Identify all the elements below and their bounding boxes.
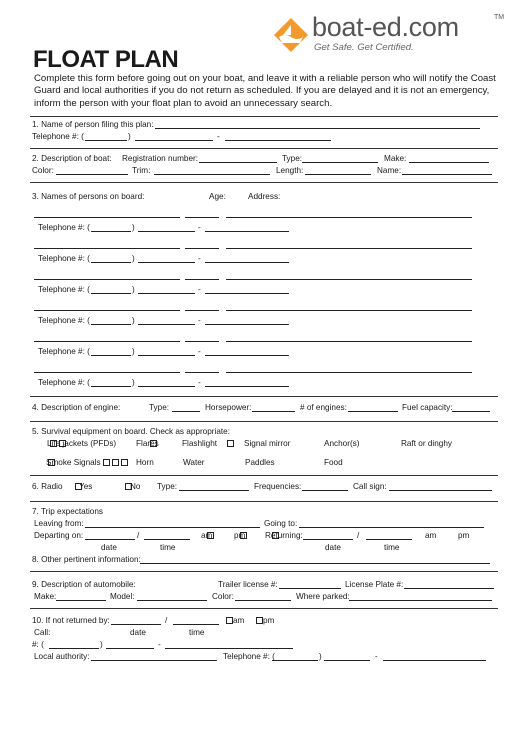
going-field[interactable] <box>299 527 484 528</box>
trip-heading: 7. Trip expectations <box>32 507 103 516</box>
food-label: Food <box>324 458 343 467</box>
paren: ) <box>100 640 103 649</box>
filer-area-code-field[interactable] <box>85 140 127 141</box>
not-returned-date-field[interactable] <box>111 624 161 625</box>
not-returned-pm-label: pm <box>263 616 275 625</box>
paddles-label: Paddles <box>245 458 275 467</box>
where-parked-field[interactable] <box>349 600 492 601</box>
section-divider <box>30 116 498 117</box>
departing-date-field[interactable] <box>85 539 135 540</box>
person-tel-number-field[interactable] <box>205 293 289 294</box>
person-area-code-field[interactable] <box>91 231 131 232</box>
person-address-field[interactable] <box>226 341 472 342</box>
departing-am-label: am <box>201 531 213 540</box>
departing-time-field[interactable] <box>144 539 190 540</box>
person-address-field[interactable] <box>226 310 472 311</box>
engine-count-field[interactable] <box>348 411 398 412</box>
person-tel-label: Telephone #: ( <box>38 254 90 263</box>
slash: / <box>137 531 140 540</box>
person-age-field[interactable] <box>185 279 219 280</box>
dinghy-label: Raft or dinghy <box>401 439 452 448</box>
returning-pm-label: pm <box>458 531 470 540</box>
persons-address-label: Address: <box>248 192 281 201</box>
person-age-field[interactable] <box>185 248 219 249</box>
radio-type-field[interactable] <box>179 490 249 491</box>
engine-count-label: # of engines: <box>300 403 347 412</box>
not-returned-date-caption: date <box>130 628 146 637</box>
section-divider <box>30 182 498 183</box>
paren: ) <box>128 132 131 141</box>
call-tel-prefix-field[interactable] <box>106 648 154 649</box>
person-tel-number-field[interactable] <box>205 231 289 232</box>
boat-trim-field[interactable] <box>154 174 270 175</box>
auto-color-label: Color: <box>212 592 234 601</box>
person-tel-prefix-field[interactable] <box>138 231 195 232</box>
paren: ) <box>132 285 135 294</box>
filer-name-label: 1. Name of person filing this plan: <box>32 120 154 129</box>
horn-label: Horn <box>136 458 154 467</box>
radio-heading: 6. Radio <box>32 482 63 491</box>
filer-tel-number-field[interactable] <box>225 140 331 141</box>
going-label: Going to: <box>264 519 298 528</box>
auto-model-field[interactable] <box>137 600 207 601</box>
auto-make-field[interactable] <box>56 600 106 601</box>
dash: - <box>158 640 161 649</box>
person-tel-number-field[interactable] <box>205 262 289 263</box>
engine-hp-field[interactable] <box>252 411 295 412</box>
dash: - <box>198 316 201 325</box>
person-tel-prefix-field[interactable] <box>138 324 195 325</box>
radio-call-label: Call sign: <box>353 482 387 491</box>
person-tel-number-field[interactable] <box>205 324 289 325</box>
persons-age-label: Age: <box>209 192 226 201</box>
call-label: Call: <box>34 628 51 637</box>
person-tel-prefix-field[interactable] <box>138 293 195 294</box>
page-title: FLOAT PLAN <box>33 46 179 73</box>
person-address-field[interactable] <box>226 279 472 280</box>
section-divider <box>30 148 498 149</box>
person-tel-label: Telephone #: ( <box>38 223 90 232</box>
section-divider <box>30 421 498 422</box>
person-area-code-field[interactable] <box>91 386 131 387</box>
returning-date-field[interactable] <box>303 539 353 540</box>
paren: ) <box>132 347 135 356</box>
anchor-label: Anchor(s) <box>324 439 360 448</box>
paren: ) <box>132 378 135 387</box>
boat-make-field[interactable] <box>409 162 489 163</box>
returning-date-caption: date <box>325 543 341 552</box>
flashlight-label: Flashlight <box>182 439 218 448</box>
dash: - <box>375 652 378 661</box>
boat-reg-label: Registration number: <box>122 154 198 163</box>
dash: - <box>198 285 201 294</box>
filer-name-field[interactable] <box>155 128 480 129</box>
returning-time-field[interactable] <box>366 539 412 540</box>
paren: ) <box>132 223 135 232</box>
plate-label: License Plate #: <box>345 580 404 589</box>
dash: - <box>217 132 220 141</box>
section-divider <box>30 608 498 609</box>
leaving-field[interactable] <box>85 527 260 528</box>
person-address-field[interactable] <box>226 372 472 373</box>
person-age-field[interactable] <box>185 217 219 218</box>
section-divider <box>30 475 498 476</box>
local-area-code-field[interactable] <box>272 660 318 661</box>
person-tel-number-field[interactable] <box>205 386 289 387</box>
dash: - <box>198 223 201 232</box>
dash: - <box>198 378 201 387</box>
dash: - <box>198 254 201 263</box>
call-tel-label: #: ( <box>32 640 44 649</box>
person-tel-prefix-field[interactable] <box>138 262 195 263</box>
filer-tel-prefix-field[interactable] <box>135 140 213 141</box>
radio-freq-label: Frequencies: <box>254 482 302 491</box>
radio-freq-field[interactable] <box>302 490 348 491</box>
lifejackets-label: Life jackets (PFDs) <box>47 439 117 448</box>
paren: ) <box>132 254 135 263</box>
plate-field[interactable] <box>404 588 494 589</box>
mirror-label: Signal mirror <box>244 439 291 448</box>
call-tel-number-field[interactable] <box>165 648 293 649</box>
trailer-label: Trailer license #: <box>218 580 278 589</box>
boat-name-field[interactable] <box>402 174 492 175</box>
radio-type-label: Type: <box>157 482 178 491</box>
auto-make-label: Make: <box>34 592 57 601</box>
dash: - <box>198 347 201 356</box>
person-tel-label: Telephone #: ( <box>38 347 90 356</box>
other-info-field[interactable] <box>140 563 490 564</box>
boat-make-label: Make: <box>384 154 407 163</box>
boat-length-label: Length: <box>276 166 304 175</box>
not-returned-am-label: am <box>233 616 245 625</box>
local-authority-label: Local authority: <box>34 652 90 661</box>
auto-color-field[interactable] <box>235 600 291 601</box>
person-area-code-field[interactable] <box>91 355 131 356</box>
person-age-field[interactable] <box>185 372 219 373</box>
person-tel-label: Telephone #: ( <box>38 316 90 325</box>
mirror-checkbox[interactable] <box>227 439 236 449</box>
filer-tel-label: Telephone #: ( <box>32 132 84 141</box>
auto-heading: 9. Description of automobile: <box>32 580 136 589</box>
departing-date-caption: date <box>101 543 117 552</box>
call-area-code-field[interactable] <box>49 648 99 649</box>
boat-type-label: Type: <box>282 154 303 163</box>
engine-hp-label: Horsepower: <box>205 403 252 412</box>
returning-am-label: am <box>425 531 437 540</box>
person-name-field[interactable] <box>34 217 180 218</box>
brand-tagline: Get Safe. Get Certified. <box>314 42 414 53</box>
radio-call-field[interactable] <box>389 490 492 491</box>
person-name-field[interactable] <box>34 372 180 373</box>
departing-label: Departing on: <box>34 531 84 540</box>
person-tel-label: Telephone #: ( <box>38 378 90 387</box>
auto-model-label: Model: <box>110 592 135 601</box>
section-divider <box>30 396 498 397</box>
person-name-field[interactable] <box>34 248 180 249</box>
boat-color-field[interactable] <box>56 174 128 175</box>
slash: / <box>357 531 360 540</box>
other-info-label: 8. Other pertinent information: <box>32 555 141 564</box>
radio-no-label: No <box>130 482 141 491</box>
person-name-field[interactable] <box>34 279 180 280</box>
survival-heading: 5. Survival equipment on board. Check as appropriate: <box>32 427 230 436</box>
boat-type-field[interactable] <box>302 162 378 163</box>
persons-heading: 3. Names of persons on board: <box>32 192 145 201</box>
engine-fuel-label: Fuel capacity: <box>402 403 453 412</box>
engine-fuel-field[interactable] <box>452 411 490 412</box>
smoke-label: Smoke Signals <box>46 458 101 467</box>
intro-paragraph: Complete this form before going out on your boat, and leave it with a reliable person who will notify the Coast Guard and local authorities if you do not return as scheduled. If you are delayed and it is not an emergency, inform the person with your float plan to avoid an unnecessary search. <box>34 73 496 109</box>
not-returned-time-caption: time <box>189 628 205 637</box>
engine-type-label: Type: <box>149 403 170 412</box>
boat-name-label: Name: <box>377 166 402 175</box>
radio-yes-label: Yes <box>79 482 93 491</box>
local-tel-number-field[interactable] <box>383 660 486 661</box>
person-tel-label: Telephone #: ( <box>38 285 90 294</box>
person-area-code-field[interactable] <box>91 324 131 325</box>
not-returned-label: 10. If not returned by: <box>32 616 110 625</box>
not-returned-time-field[interactable] <box>173 624 219 625</box>
trailer-field[interactable] <box>279 588 341 589</box>
boat-length-field[interactable] <box>305 174 371 175</box>
person-age-field[interactable] <box>185 341 219 342</box>
person-area-code-field[interactable] <box>91 262 131 263</box>
returning-time-caption: time <box>384 543 400 552</box>
engine-heading: 4. Description of engine: <box>32 403 121 412</box>
section-divider <box>30 501 498 502</box>
person-address-field[interactable] <box>226 217 472 218</box>
person-tel-number-field[interactable] <box>205 355 289 356</box>
where-parked-label: Where parked: <box>296 592 350 601</box>
slash: / <box>165 616 168 625</box>
boat-color-label: Color: <box>32 166 54 175</box>
water-label: Water <box>183 458 205 467</box>
local-tel-label: Telephone #: ( <box>223 652 275 661</box>
local-authority-field[interactable] <box>91 660 217 661</box>
boat-trim-label: Trim: <box>132 166 151 175</box>
section-divider <box>30 571 498 572</box>
person-age-field[interactable] <box>185 310 219 311</box>
departing-time-caption: time <box>160 543 176 552</box>
boat-heading: 2. Description of boat: <box>32 154 112 163</box>
brand-tm: TM <box>494 14 505 21</box>
engine-type-field[interactable] <box>172 411 200 412</box>
leaving-label: Leaving from: <box>34 519 84 528</box>
paren: ) <box>132 316 135 325</box>
person-name-field[interactable] <box>34 341 180 342</box>
returning-label: Returning: <box>265 531 303 540</box>
person-address-field[interactable] <box>226 248 472 249</box>
person-tel-prefix-field[interactable] <box>138 386 195 387</box>
flares-label: Flares <box>136 439 159 448</box>
person-tel-prefix-field[interactable] <box>138 355 195 356</box>
person-name-field[interactable] <box>34 310 180 311</box>
boat-reg-field[interactable] <box>199 162 277 163</box>
horn-water-checkboxes[interactable] <box>103 458 130 468</box>
local-tel-prefix-field[interactable] <box>324 660 370 661</box>
boat-logo-icon <box>273 17 309 53</box>
paren: ) <box>319 652 322 661</box>
departing-pm-label: pm <box>234 531 246 540</box>
person-area-code-field[interactable] <box>91 293 131 294</box>
brand-name: boat-ed.com <box>312 12 459 42</box>
